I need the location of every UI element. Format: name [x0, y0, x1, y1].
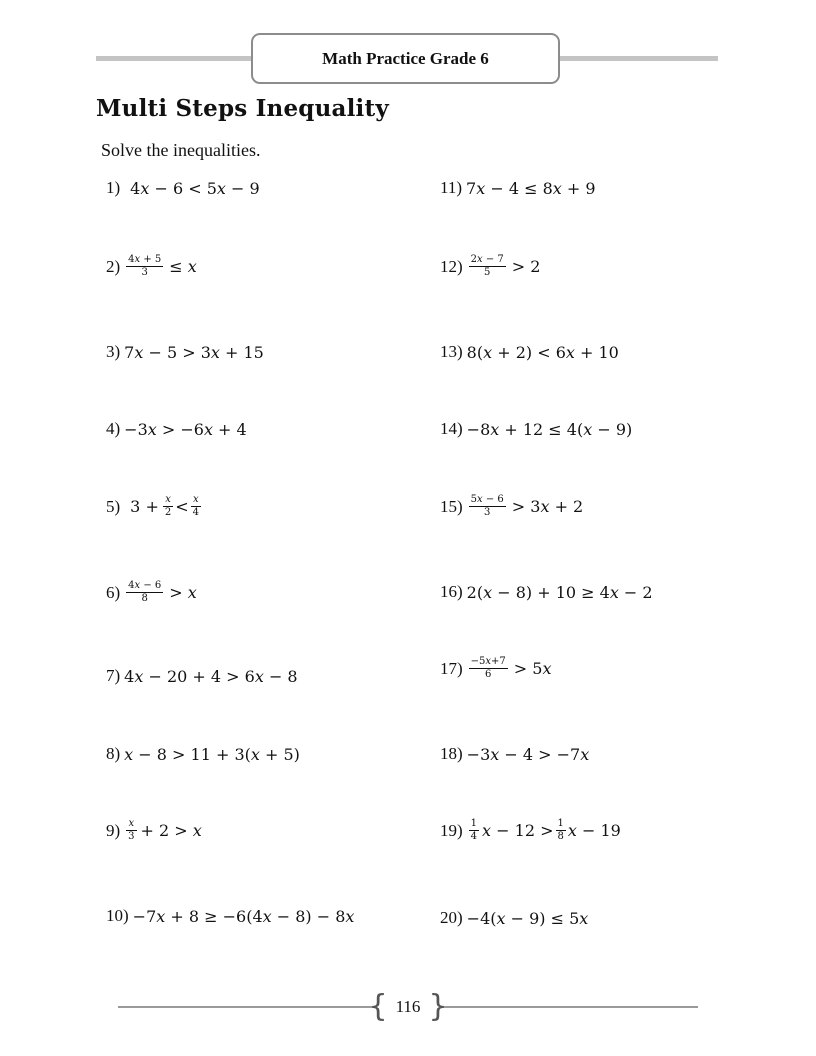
- fraction-numerator: 𝑥: [192, 494, 199, 505]
- expr-text: 𝑥 − 19: [567, 821, 621, 840]
- problem-number: 6): [106, 582, 121, 602]
- problem-expression: [467, 420, 633, 439]
- problem-expression: [467, 818, 621, 843]
- problem-expression: [124, 818, 202, 843]
- fraction-denominator: 6: [485, 669, 492, 680]
- fraction-numerator: −5𝑥+7: [470, 656, 506, 667]
- problem-12: [440, 254, 540, 279]
- left-brace-icon: {: [368, 989, 388, 1024]
- problem-number: 15): [440, 496, 463, 516]
- footer-rule-left: [118, 1006, 374, 1008]
- problem-13: [440, 342, 619, 362]
- problem-number: 20): [440, 908, 463, 927]
- fraction: [126, 580, 163, 605]
- problem-number: 8): [106, 744, 121, 763]
- expr-text: 2(𝑥 − 8) + 10 ≥ 4𝑥 − 2: [466, 582, 653, 602]
- fraction-denominator: 2: [164, 507, 172, 518]
- problem-expression: [124, 420, 247, 439]
- problem-15: [440, 494, 583, 519]
- problem-10: [106, 906, 354, 926]
- problem-expression: [467, 745, 590, 764]
- fraction-denominator: 3: [484, 507, 491, 518]
- problem-number: 18): [440, 744, 463, 763]
- problem-number: 14): [440, 419, 463, 438]
- problem-6: [106, 580, 197, 605]
- problem-expression: [467, 909, 589, 928]
- fraction-numerator: 1: [557, 818, 564, 829]
- right-brace-icon: }: [428, 989, 448, 1024]
- expr-text: + 2 > 𝑥: [140, 821, 202, 840]
- problem-5: [106, 494, 203, 519]
- fraction-numerator: 5𝑥 − 6: [470, 494, 504, 505]
- problem-expression: [124, 745, 300, 764]
- fraction: [469, 494, 506, 519]
- header-rule-right: [560, 56, 718, 61]
- problem-number: 19): [440, 820, 463, 840]
- problem-expression: [124, 254, 197, 279]
- fraction-denominator: 4: [192, 507, 199, 518]
- problem-16: [440, 582, 653, 602]
- problem-expression: [124, 667, 297, 686]
- fraction-denominator: 5: [484, 267, 491, 278]
- fraction-numerator: 4𝑥 − 6: [128, 580, 162, 591]
- problem-expression: [130, 494, 203, 519]
- problem-14: [440, 419, 632, 439]
- problem-number: 12): [440, 256, 463, 276]
- fraction: [163, 494, 173, 519]
- problem-number: 16): [440, 582, 463, 601]
- expr-text: > 𝑥: [169, 583, 197, 602]
- problem-number: 4): [106, 419, 121, 438]
- problem-18: [440, 744, 589, 764]
- problem-expression: [467, 583, 653, 602]
- problem-expression: [467, 343, 619, 362]
- problem-number: 3): [106, 342, 121, 361]
- problem-4: [106, 419, 247, 439]
- fraction-denominator: 8: [557, 831, 564, 842]
- expr-text: > 5𝑥: [513, 659, 552, 678]
- expr-text: 𝑥 − 8 > 11 + 3(𝑥 + 5): [124, 744, 300, 764]
- fraction: [469, 818, 479, 843]
- problem-number: 11): [440, 178, 463, 197]
- problem-expression: [467, 254, 541, 279]
- problem-number: 5): [106, 496, 121, 516]
- problem-expression: [124, 343, 264, 362]
- fraction-denominator: 3: [128, 831, 135, 842]
- problem-1: [106, 178, 260, 198]
- fraction-numerator: 1: [470, 818, 478, 829]
- page-number-box: [368, 989, 448, 1024]
- expr-text: 7𝑥 − 5 > 3𝑥 + 15: [124, 342, 264, 362]
- fraction-numerator: 𝑥: [128, 818, 135, 829]
- fraction-denominator: 4: [470, 831, 478, 842]
- page-number: 116: [395, 997, 421, 1016]
- problem-expression: [466, 179, 596, 198]
- fraction-denominator: 8: [141, 593, 148, 604]
- expr-text: 4𝑥 − 6 < 5𝑥 − 9: [130, 178, 260, 198]
- expr-text: −3𝑥 > −6𝑥 + 4: [124, 419, 247, 439]
- fraction-numerator: 4𝑥 + 5: [128, 254, 162, 265]
- problem-number: 13): [440, 342, 463, 361]
- book-title: Math Practice Grade 6: [322, 48, 489, 68]
- expr-text: ≤ 𝑥: [169, 257, 197, 276]
- problem-number: 7): [106, 666, 121, 685]
- problem-9: [106, 818, 202, 843]
- instructions: Solve the inequalities.: [101, 140, 261, 160]
- problem-20: [440, 908, 588, 928]
- fraction: [469, 254, 506, 279]
- fraction: [191, 494, 201, 519]
- fraction: [556, 818, 566, 843]
- fraction: [126, 254, 163, 279]
- expr-text: 3 +: [130, 497, 159, 516]
- problem-11: [440, 178, 596, 198]
- header-rule-left: [96, 56, 252, 61]
- problem-2: [106, 254, 197, 279]
- problem-expression: [133, 907, 355, 926]
- expr-text: 𝑥 − 12 >: [482, 821, 554, 840]
- expr-text: > 2: [511, 257, 541, 276]
- problem-number: 1): [106, 178, 121, 197]
- fraction-numerator: 2𝑥 − 7: [470, 254, 504, 265]
- fraction: [126, 818, 136, 843]
- expr-text: <: [175, 497, 189, 516]
- fraction-denominator: 3: [141, 267, 148, 278]
- problem-expression: [467, 656, 552, 681]
- expr-text: 4𝑥 − 20 + 4 > 6𝑥 − 8: [124, 666, 298, 686]
- problem-7: [106, 666, 298, 686]
- expr-text: −4(𝑥 − 9) ≤ 5𝑥: [466, 908, 589, 928]
- expr-text: −8𝑥 + 12 ≤ 4(𝑥 − 9): [466, 419, 633, 439]
- expr-text: 8(𝑥 + 2) < 6𝑥 + 10: [466, 342, 619, 362]
- page-title: Multi Steps Inequality: [96, 95, 389, 122]
- problem-expression: [124, 580, 197, 605]
- problem-number: 10): [106, 906, 129, 925]
- problem-expression: [467, 494, 584, 519]
- book-title-box: [251, 33, 560, 84]
- fraction: [469, 656, 508, 681]
- expr-text: −3𝑥 − 4 > −7𝑥: [466, 744, 590, 764]
- expr-text: > 3𝑥 + 2: [511, 497, 584, 516]
- problem-number: 2): [106, 256, 121, 276]
- problem-3: [106, 342, 264, 362]
- expr-text: −7𝑥 + 8 ≥ −6(4𝑥 − 8) − 8𝑥: [132, 906, 355, 926]
- footer-rule-right: [442, 1006, 698, 1008]
- problem-17: [440, 656, 552, 681]
- expr-text: 7𝑥 − 4 ≤ 8𝑥 + 9: [466, 178, 596, 198]
- problem-number: 9): [106, 820, 121, 840]
- fraction-numerator: 𝑥: [165, 494, 171, 505]
- problem-19: [440, 818, 621, 843]
- problem-expression: [130, 179, 260, 198]
- problem-number: 17): [440, 658, 463, 678]
- problem-8: [106, 744, 300, 764]
